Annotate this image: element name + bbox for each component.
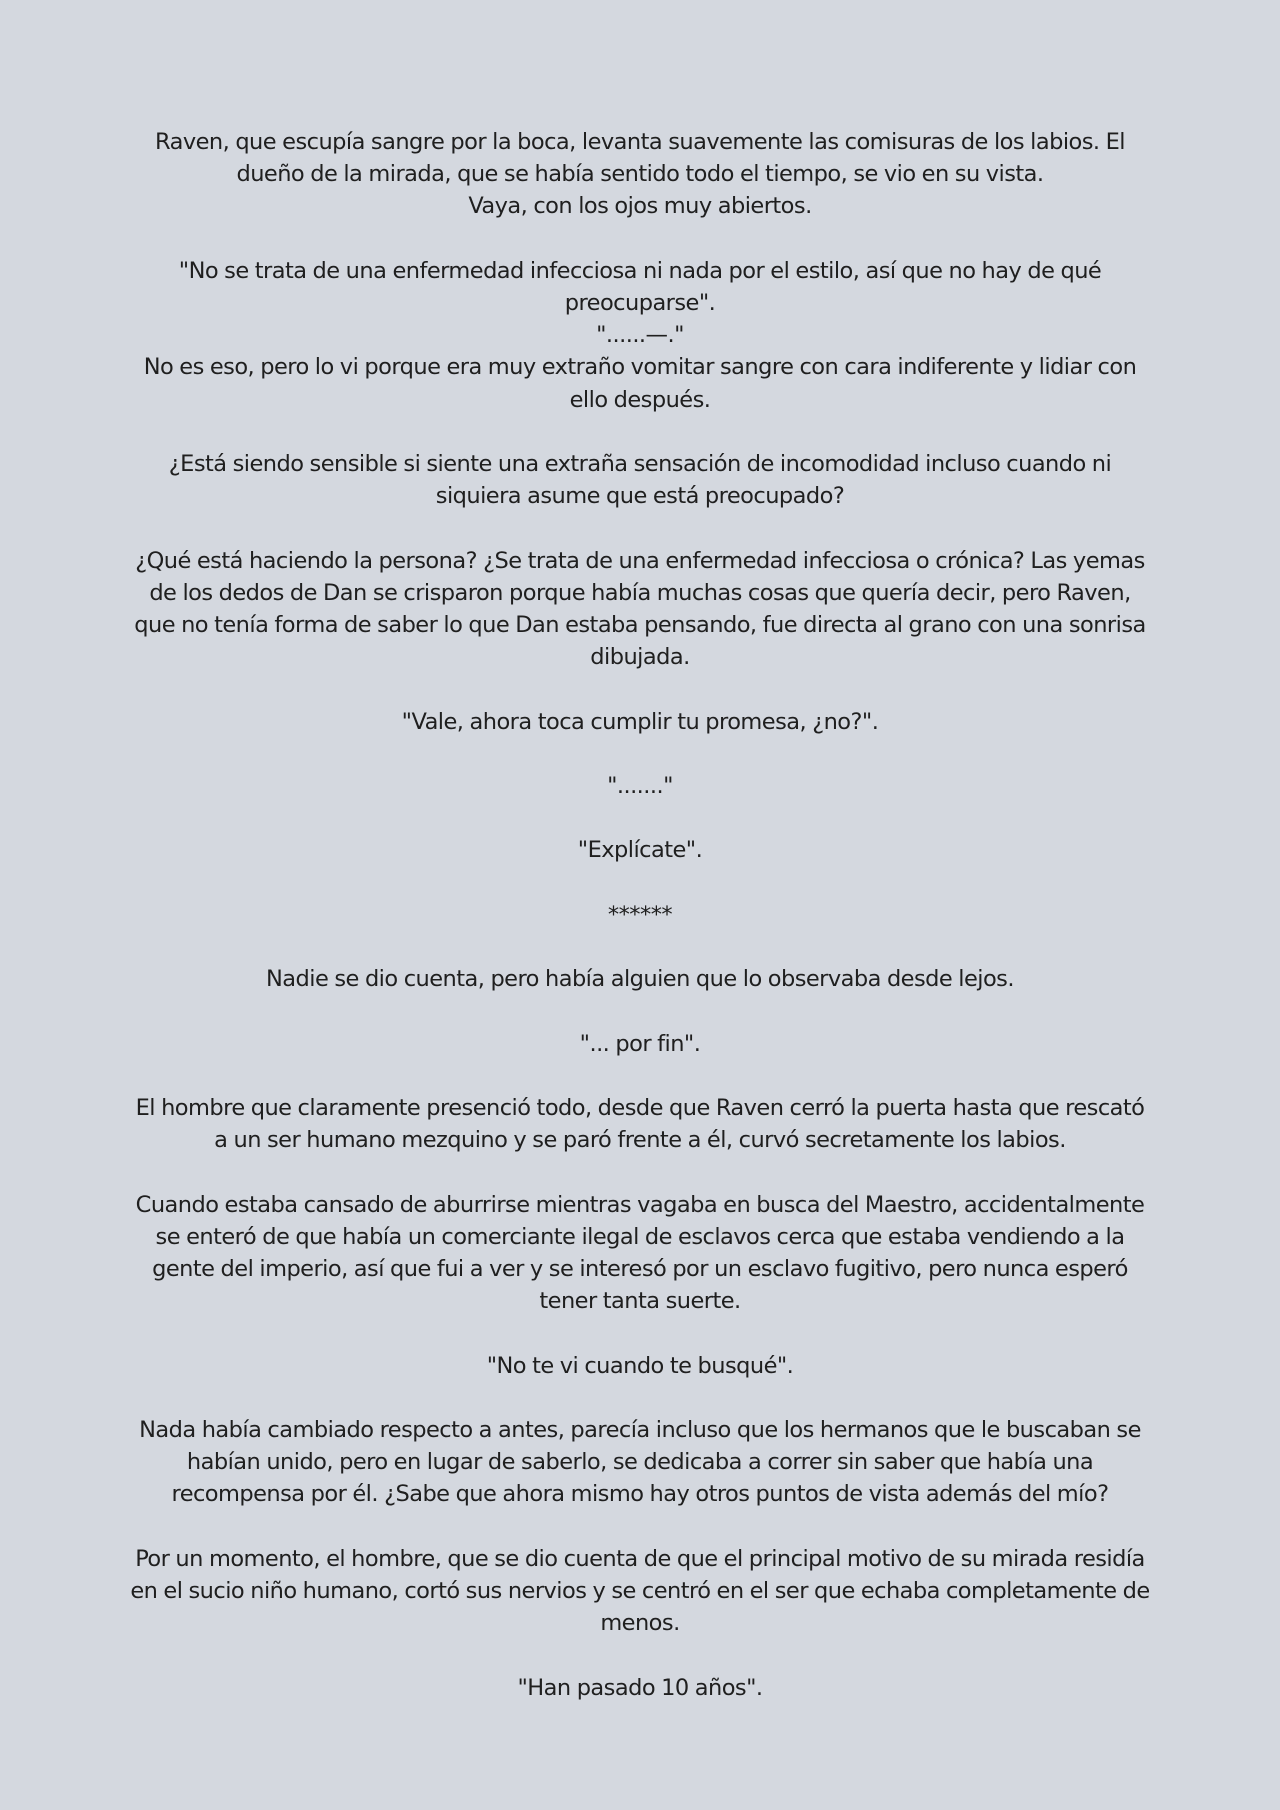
blank-line — [100, 931, 1180, 963]
blank-line — [100, 802, 1180, 834]
text-line: tener tanta suerte. — [539, 1288, 741, 1315]
text-line: No es eso, pero lo vi porque era muy extraño vomitar sangre con cara indiferente y lidiar con — [143, 354, 1137, 381]
text-line: en el sucio niño humano, cortó sus nervios y se centró en el ser que echaba completamente de — [130, 1577, 1150, 1604]
text-line: Vaya, con los ojos muy abiertos. — [468, 193, 812, 220]
text-line: Raven, que escupía sangre por la boca, levanta suavemente las comisuras de los labios. El — [155, 129, 1125, 155]
text-line: "......—." — [596, 322, 684, 349]
text-line: Nada había cambiado respecto a antes, parecía incluso que los hermanos que le buscaban se — [139, 1416, 1141, 1443]
text-line: "......." — [607, 772, 673, 799]
text-line: dibujada. — [590, 644, 690, 671]
text-line: ¿Qué está haciendo la persona? ¿Se trata de una enfermedad infecciosa o crónica? Las yemas — [135, 547, 1145, 574]
text-line: Nadie se dio cuenta, pero había alguien que lo observaba desde lejos. — [266, 966, 1014, 993]
text-line: ello después. — [569, 386, 711, 413]
blank-line — [100, 223, 1180, 255]
text-line: preocuparse". — [564, 290, 716, 316]
blank-line — [100, 995, 1180, 1027]
text-line: siquiera asume que está preocupado? — [435, 483, 845, 510]
text-line: "No te vi cuando te busqué". — [486, 1352, 794, 1379]
blank-line — [100, 867, 1180, 899]
blank-line — [100, 1317, 1180, 1349]
blank-line — [100, 1382, 1180, 1414]
blank-line — [100, 416, 1180, 448]
blank-line — [100, 673, 1180, 705]
text-line: que no tenía forma de saber lo que Dan estaba pensando, fue directa al grano con una sonrisa — [134, 612, 1146, 638]
text-line: dueño de la mirada, que se había sentido todo el tiempo, se vio en su vista. — [236, 161, 1044, 188]
text-line: a un ser humano mezquino y se paró frente a él, curvó secretamente los labios. — [214, 1127, 1066, 1154]
text-line: Por un momento, el hombre, que se dio cuenta de que el principal motivo de su mirada residía — [135, 1545, 1145, 1572]
text-line: se enteró de que había un comerciante ilegal de esclavos cerca que estaba vendiendo a la — [155, 1223, 1125, 1250]
section-divider: ****** — [607, 901, 673, 928]
blank-line — [100, 512, 1180, 544]
text-line: El hombre que claramente presenció todo, desde que Raven cerró la puerta hasta que rescató — [135, 1094, 1145, 1121]
blank-line — [100, 1060, 1180, 1092]
blank-line — [100, 1639, 1180, 1671]
blank-line — [100, 1156, 1180, 1188]
blank-line — [100, 738, 1180, 770]
text-line: Cuando estaba cansado de aburrirse mientras vagaba en busca del Maestro, accidentalmente — [135, 1191, 1145, 1218]
text-line: "Explícate". — [577, 837, 703, 864]
text-line: "No se trata de una enfermedad infecciosa ni nada por el estilo, así que no hay de qué — [178, 257, 1102, 284]
blank-line — [100, 1511, 1180, 1543]
text-line: menos. — [600, 1610, 680, 1637]
text-line: ¿Está siendo sensible si siente una extraña sensación de incomodidad incluso cuando ni — [168, 451, 1112, 477]
text-line: "Vale, ahora toca cumplir tu promesa, ¿no?". — [401, 708, 879, 735]
text-line: gente del imperio, así que fui a ver y se interesó por un esclavo fugitivo, pero nunca esperó — [152, 1255, 1128, 1282]
text-line: "... por fin". — [579, 1030, 701, 1057]
document-body — [100, 126, 1180, 1704]
text-line: "Han pasado 10 años". — [517, 1674, 763, 1701]
text-line: habían unido, pero en lugar de saberlo, se dedicaba a correr sin saber que había una — [186, 1449, 1094, 1476]
text-line: recompensa por él. ¿Sabe que ahora mismo hay otros puntos de vista además del mío? — [171, 1481, 1109, 1508]
text-line: de los dedos de Dan se crisparon porque había muchas cosas que quería decir, pero Raven, — [149, 579, 1131, 606]
